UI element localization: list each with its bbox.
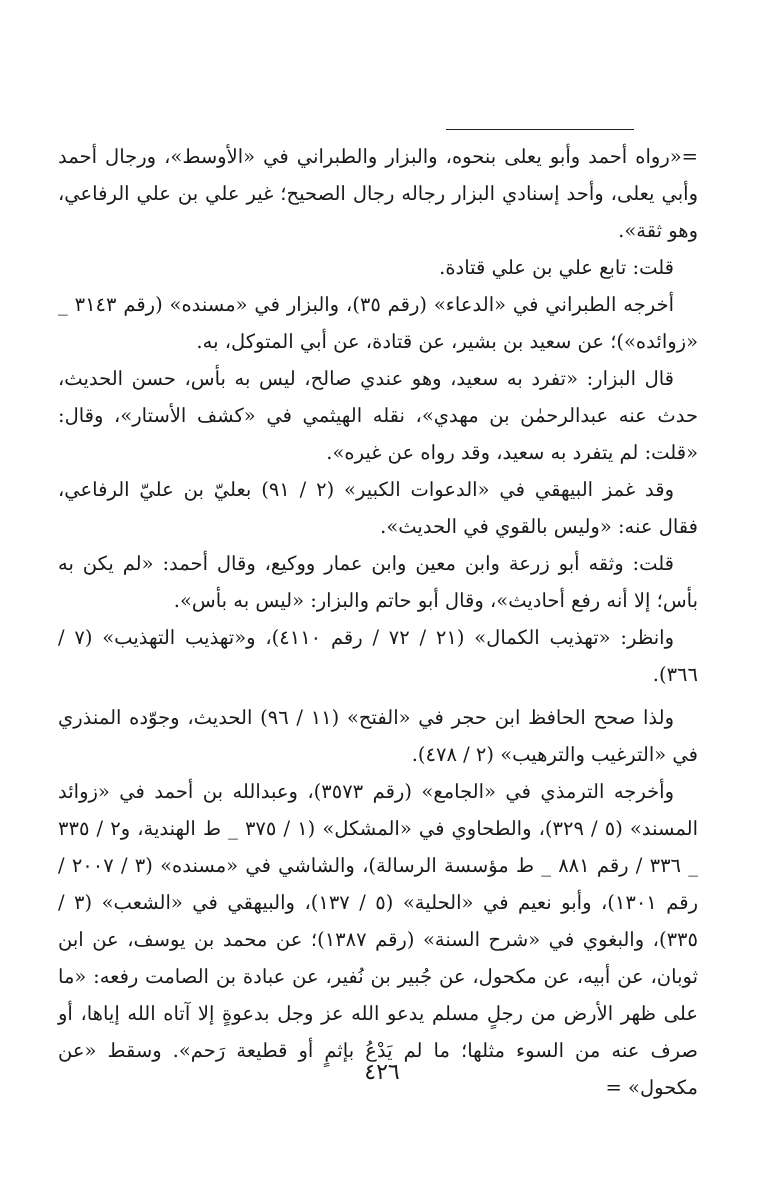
footnote-paragraph: قلت: وثقه أبو زرعة وابن معين وابن عمار ووكيع، وقال أحمد: «لم يكن به بأس؛ إلا أنه رفع أحاديث»، وقال أبو حاتم والبزار: «ليس به بأس».: [58, 552, 698, 612]
footnote-paragraph: وقد غمز البيهقي في «الدعوات الكبير» (٢ / ٩١) بعليّ بن عليّ الرفاعي، فقال عنه: «وليس بالقوي في الحديث».: [58, 478, 698, 538]
footnote-separator-rule: [446, 129, 634, 130]
footnote-paragraph: أخرجه الطبراني في «الدعاء» (رقم ٣٥)، والبزار في «مسنده» (رقم ٣١٤٣ _ «زوائده»)؛ عن سعيد بن بشير، عن قتادة، عن أبي المتوكل، به.: [58, 293, 698, 353]
footnote-paragraph: =«رواه أحمد وأبو يعلى بنحوه، والبزار والطبراني في «الأوسط»، ورجال أحمد وأبي يعلى، وأحد إسنادي البزار رجاله رجال الصحيح؛ غير علي بن علي الرفاعي، وهو ثقة».: [58, 145, 698, 242]
page-number: ٤٢٦: [364, 1060, 400, 1085]
footnote-paragraph: قلت: تابع علي بن علي قتادة.: [439, 256, 674, 279]
footnote-paragraph: ولذا صحح الحافظ ابن حجر في «الفتح» (١١ / ٩٦) الحديث، وجوّده المنذري في «الترغيب والترهيب» (٢ / ٤٧٨).: [58, 706, 698, 766]
footnote-paragraph: وأخرجه الترمذي في «الجامع» (رقم ٣٥٧٣)، وعبدالله بن أحمد في «زوائد المسند» (٥ / ٣٢٩)، والطحاوي في «المشكل» (١ / ٣٧٥ _ ط الهندية، و٢ / ٣٣٥ _ ٣٣٦ / رقم ٨٨١ _ ط مؤسسة الرسالة)، والشاشي في «مسنده» (٣ / ٢٠٠٧ / رقم ١٣٠١)، وأبو نعيم في «الحلية» (٥ / ١٣٧)، والبيهقي في «الشعب» (٣ / ٣٣٥)، والبغوي في «شرح السنة» (رقم ١٣٨٧)؛ عن محمد بن يوسف، عن ابن ثوبان، عن أبيه، عن مكحول، عن جُبير بن نُفير، عن عبادة بن الصامت رفعه: «ما على ظهر الأرض من رجلٍ مسلم يدعو الله عز وجل بدعوةٍ إلا آتاه الله إياها، أو صرف عنه من السوء مثلها؛ ما لم يَدْعُ بإثمٍ أو قطيعة رَحم». وسقط «عن مكحول» =: [58, 780, 699, 1099]
footnotes-block: [58, 138, 698, 1106]
footnote-paragraph: قال البزار: «تفرد به سعيد، وهو عندي صالح، ليس به بأس، حسن الحديث، حدث عنه عبدالرحمٰن بن مهدي»، نقله الهيثمي في «كشف الأستار»، وقال: «قلت: لم يتفرد به سعيد، وقد رواه عن غيره».: [58, 367, 698, 464]
footnote-paragraph: وانظر: «تهذيب الكمال» (٢١ / ٧٢ / رقم ٤١١٠)، و«تهذيب التهذيب» (٧ / ٣٦٦).: [58, 626, 698, 686]
